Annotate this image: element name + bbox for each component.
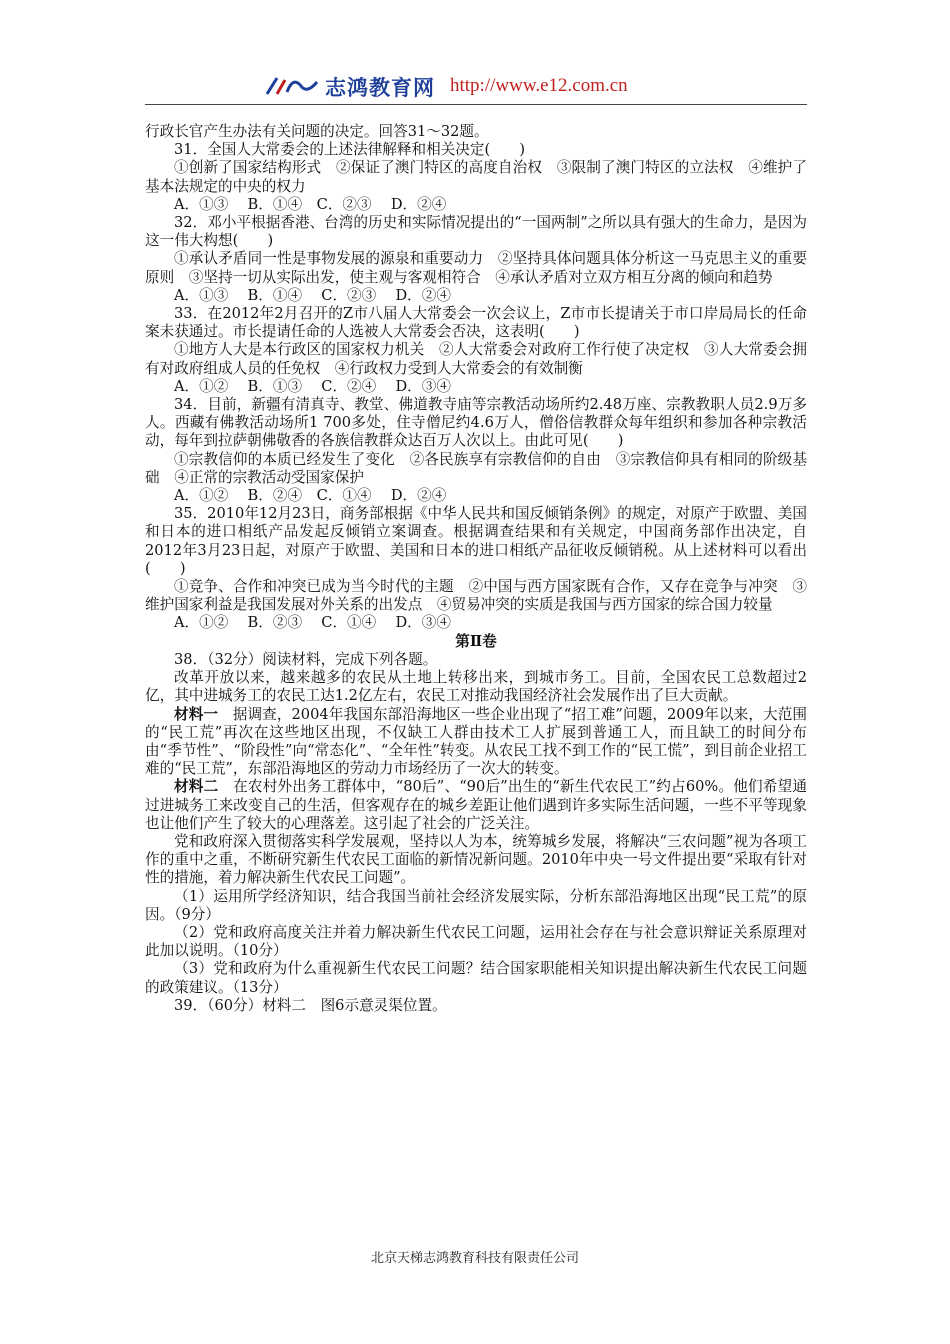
q32-choices: A．①③ B．①④ C．②③ D．②④ <box>174 286 451 304</box>
q38-intro-paragraph: 改革开放以来，越来越多的农民从土地上转移出来，到城市务工。目前，全国农民工总数超过2亿，其中进城务工的农民工达1.2亿左右，农民工对推动我国经济社会发展作出了巨大贡献。 <box>145 669 807 705</box>
q38-sub-question-3: （3）党和政府为什么重视新生代农民工问题？结合国家职能相关知识提出解决新生代农民工问题的政策建议。（13分） <box>145 960 807 996</box>
q31-options: ①创新了国家结构形式 ②保证了澳门特区的高度自治权 ③限制了澳门特区的立法权 ④维护了基本法规定的中央的权力 <box>145 159 807 195</box>
q35-options: ①竞争、合作和冲突已成为当今时代的主题 ②中国与西方国家既有合作，又存在竞争与冲突 ③维护国家利益是我国发展对外关系的出发点 ④贸易冲突的实质是我国与西方国家的综合国力较量 <box>145 578 807 614</box>
site-url[interactable]: http://www.e12.com.cn <box>450 75 628 96</box>
header-divider <box>145 104 807 105</box>
page-header <box>145 66 805 106</box>
material-two-text: 在农村外出务工群体中，“80后”、“90后”出生的“新生代农民工”约占60%。他们希望通过进城务工来改变自己的生活，但客观存在的城乡差距让他们遇到许多实际生活问题，一些不平等现象也让他们产生了较大的心理落差。这引起了社会的广泛关注。 <box>145 778 807 832</box>
q39-stem: 39．（60分）材料二 图6示意灵渠位置。 <box>174 996 447 1014</box>
material-one <box>145 706 807 779</box>
q32-options: ①承认矛盾同一性是事物发展的源泉和重要动力 ②坚持具体问题具体分析这一马克思主义的重要原则 ③坚持一切从实际出发，使主观与客观相符合 ④承认矛盾对立双方相互分离的倾向和趋势 <box>145 250 807 286</box>
q33-stem: 33．在2012年2月召开的Z市八届人大常委会一次会议上，Z市市长提请关于市口岸局局长的任命案未获通过。市长提请任命的人选被人大常委会否决，这表明( ) <box>145 305 807 341</box>
page-footer: 北京天梯志鸿教育科技有限责任公司 <box>370 1251 579 1266</box>
intro-line: 行政长官产生办法有关问题的决定。回答31～32题。 <box>145 123 489 140</box>
q34-options: ①宗教信仰的本质已经发生了变化 ②各民族享有宗教信仰的自由 ③宗教信仰具有相同的阶级基础 ④正常的宗教活动受国家保护 <box>145 450 807 486</box>
logo-icon <box>263 74 323 98</box>
q34-choices: A．①② B．②④ C．①④ D．②④ <box>174 487 447 505</box>
q31-stem: 31．全国人大常委会的上述法律解释和相关决定( ) <box>174 141 526 159</box>
document-body <box>145 123 807 1015</box>
q35-stem: 35．2010年12月23日，商务部根据《中华人民共和国反倾销条例》的规定，对原产于欧盟、美国和日本的进口相纸产品发起反倾销立案调查。根据调查结果和有关规定，中国商务部作出决定，自2012年3月23日起，对原产于欧盟、美国和日本的进口相纸产品征收反倾销税。从上述材料可以看出( ) <box>145 505 807 577</box>
material-one-label: 材料一 <box>174 705 219 723</box>
q38-sub-question-2: （2）党和政府高度关注并着力解决新生代农民工问题，运用社会存在与社会意识辩证关系原理对此加以说明。（10分） <box>145 923 807 960</box>
q34-stem: 34．目前，新疆有清真寺、教堂、佛道教寺庙等宗教活动场所约2.48万座、宗教教职人员2.9万多人。西藏有佛教活动场所1 700多处，住寺僧尼约4.6万人，僧俗信教群众每年组织和参加各种宗教活动，每年到拉萨朝佛敬香的各族信教群众达百万人次以上。由此可见( ) <box>145 396 807 450</box>
material-two <box>145 778 807 833</box>
q33-choices: A．①② B．①③ C．②④ D．③④ <box>174 377 451 395</box>
q32-stem: 32．邓小平根据香港、台湾的历史和实际情况提出的“一国两制”之所以具有强大的生命力，是因为这一伟大构想( ) <box>145 214 807 250</box>
material-one-text: 据调查，2004年我国东部沿海地区一些企业出现了“招工难”问题，2009年以来，大范围的“民工荒”再次在这些地区出现，不仅缺工人群由技术工人扩展到普通工人，而且缺工的时间分布由“季节性”、“阶段性”向“常态化”、“全年性”转变。从农民工找不到工作的“民工慌”，到目前企业招工难的“民工荒”，东部沿海地区的劳动力市场经历了一次大的转变。 <box>145 705 807 778</box>
q33-options: ①地方人大是本行政区的国家权力机关 ②人大常委会对政府工作行使了决定权 ③人大常委会拥有对政府组成人员的任免权 ④行政权力受到人大常委会的有效制衡 <box>145 341 807 377</box>
q38-sub-question-1: （1）运用所学经济知识，结合我国当前社会经济发展实际，分析东部沿海地区出现“民工荒”的原因。（9分） <box>145 887 807 923</box>
material-two-label: 材料二 <box>174 778 219 796</box>
logo-name: 志鸿教育网 <box>325 76 435 100</box>
q38-policy-paragraph: 党和政府深入贯彻落实科学发展观，坚持以人为本，统筹城乡发展，将解决“三农问题”视为各项工作的重中之重，不断研究新生代农民工面临的新情况新问题。2010年中央一号文件提出要“采取有针对性的措施，着力解决新生代农民工问题”。 <box>145 832 807 887</box>
q38-stem: 38．（32分）阅读材料，完成下列各题。 <box>174 650 438 668</box>
section-title: 第Ⅱ卷 <box>455 632 497 650</box>
q35-choices: A．①② B．②③ C．①④ D．③④ <box>174 614 451 632</box>
q31-choices: A．①③ B．①④ C．②③ D．②④ <box>174 195 447 213</box>
